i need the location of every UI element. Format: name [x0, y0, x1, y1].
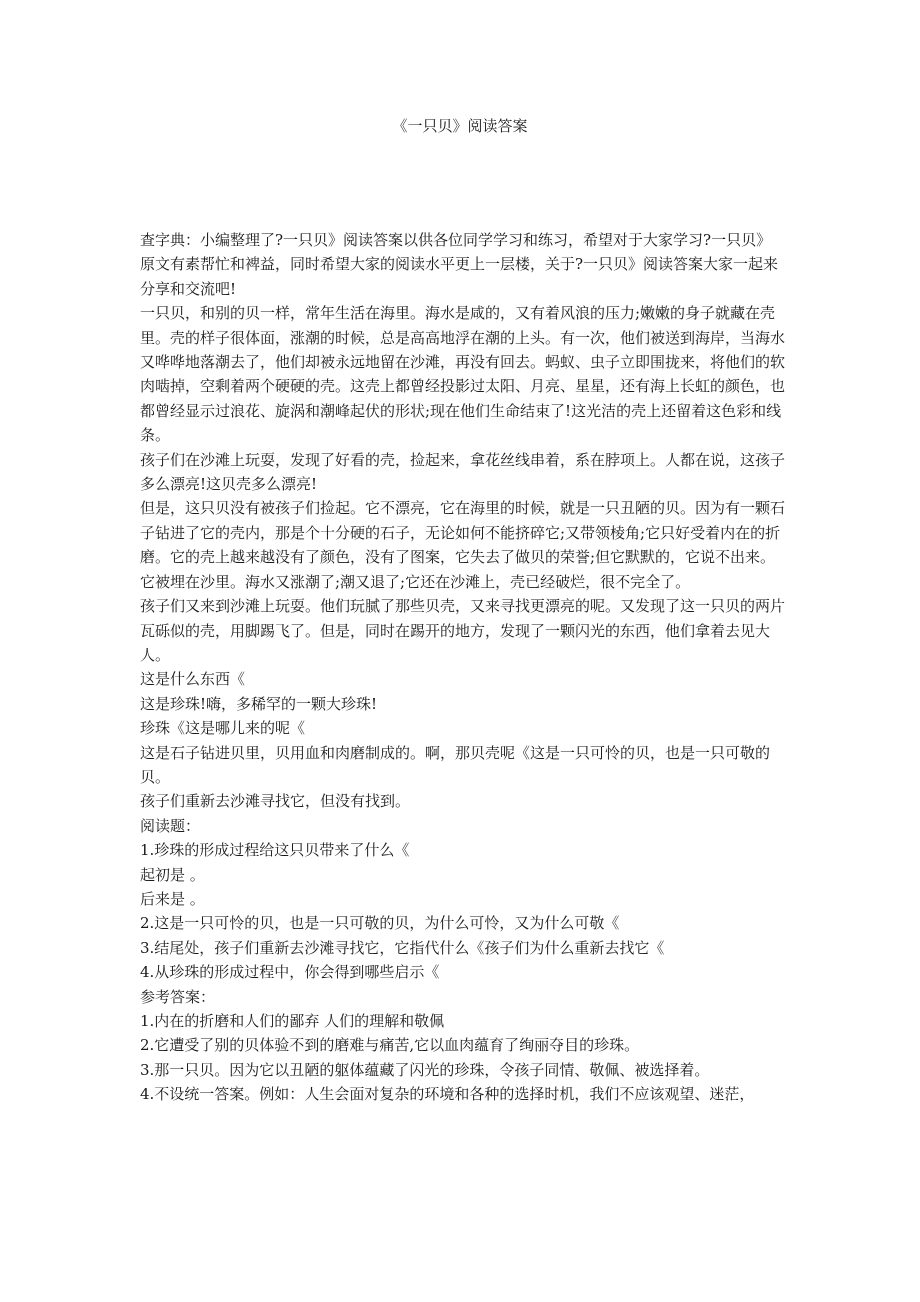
document-body	[140, 228, 785, 1107]
dialogue-line: 珍珠《这是哪儿来的呢《	[140, 719, 306, 738]
story-paragraph: 孩子们在沙滩上玩耍，发现了好看的壳，捡起来，拿花丝线串着，系在脖项上。人都在说，这孩子多么漂亮!这贝壳多么漂亮!	[140, 450, 786, 494]
answer-item: 4.不设统一答案。例如：人生会面对复杂的环境和各种的选择时机，我们不应该观望、迷茫，	[140, 1085, 755, 1104]
question-blank: 起初是 。	[140, 865, 205, 884]
story-paragraph: 孩子们重新去沙滩寻找它，但没有找到。	[140, 792, 411, 811]
answer-item: 1.内在的折磨和人们的鄙弃 人们的理解和敬佩	[140, 1012, 445, 1030]
question-item: 2.这是一只可怜的贝，也是一只可敬的贝，为什么可怜，又为什么可敬《	[140, 914, 620, 933]
dialogue-line: 这是珍珠!嗨，多稀罕的一颗大珍珠!	[140, 694, 378, 713]
question-item: 1.珍珠的形成过程给这只贝带来了什么《	[140, 841, 410, 860]
question-blank: 后来是 。	[140, 889, 205, 908]
answer-item: 3.那一只贝。因为它以丑陋的躯体蕴藏了闪光的珍珠，令孩子同情、敬佩、被选择着。	[140, 1060, 710, 1079]
answers-heading: 参考答案：	[140, 987, 216, 1006]
answer-item: 2.它遭受了别的贝体验不到的磨难与痛苦,它以血肉蕴育了绚丽夺目的珍珠。	[140, 1036, 640, 1055]
story-paragraph: 但是，这只贝没有被孩子们捡起。它不漂亮，它在海里的时候，就是一只丑陋的贝。因为有一颗石子钻进了它的壳内，那是个十分硬的石子，无论如何不能挤碎它;又带领棱角;它只好受着内在的折磨。它的壳上越来越没有了颜色，没有了图案，它失去了做贝的荣誉;但它默默的，它说不出来。	[140, 499, 786, 567]
page-title: 《一只贝》阅读答案	[392, 117, 528, 135]
questions-heading: 阅读题：	[140, 816, 201, 835]
story-paragraph: 孩子们又来到沙滩上玩耍。他们玩腻了那些贝壳，又来寻找更漂亮的呢。又发现了这一只贝的两片瓦砾似的壳，用脚踢飞了。但是，同时在踢开的地方，发现了一颗闪光的东西，他们拿着去见大人。	[140, 597, 786, 664]
dialogue-line: 这是什么东西《	[140, 670, 246, 689]
story-paragraph: 这是石子钻进贝里，贝用血和肉磨制成的。啊，那贝壳呢《这是一只可怜的贝，也是一只可敬的贝。	[140, 743, 771, 786]
intro-paragraph: 查字典：小编整理了?一只贝》阅读答案以供各位同学学习和练习，希望对于大家学习?一只贝》原文有素帮忙和裨益，同时希望大家的阅读水平更上一层楼，关于?一只贝》阅读答案大家一起来分享和交流吧!	[140, 231, 779, 298]
story-paragraph: 它被埋在沙里。海水又涨潮了;潮又退了;它还在沙滩上，壳已经破烂，很不完全了。	[140, 572, 691, 591]
question-item: 3.结尾处，孩子们重新去沙滩寻找它，它指代什么《孩子们为什么重新去找它《	[140, 938, 665, 957]
story-paragraph: 一只贝，和别的贝一样，常年生活在海里。海水是咸的，又有着风浪的压力;嫩嫩的身子就藏在壳里。壳的样子很体面，涨潮的时候，总是高高地浮在潮的上头。有一次，他们被送到海岸，当海水又哗哗地落潮去了，他们却被永远地留在沙滩，再没有回去。蚂蚁、虫子立即围拢来，将他们的软肉啮掉，空剩着两个硬硬的壳。这壳上都曾经投影过太阳、月亮、星星，还有海上长虹的颜色，也都曾经显示过浪花、旋涡和潮峰起伏的形状;现在他们生命结束了!这光洁的壳上还留着这色彩和线条。	[140, 304, 786, 445]
question-item: 4.从珍珠的形成过程中，你会得到哪些启示《	[140, 963, 440, 982]
